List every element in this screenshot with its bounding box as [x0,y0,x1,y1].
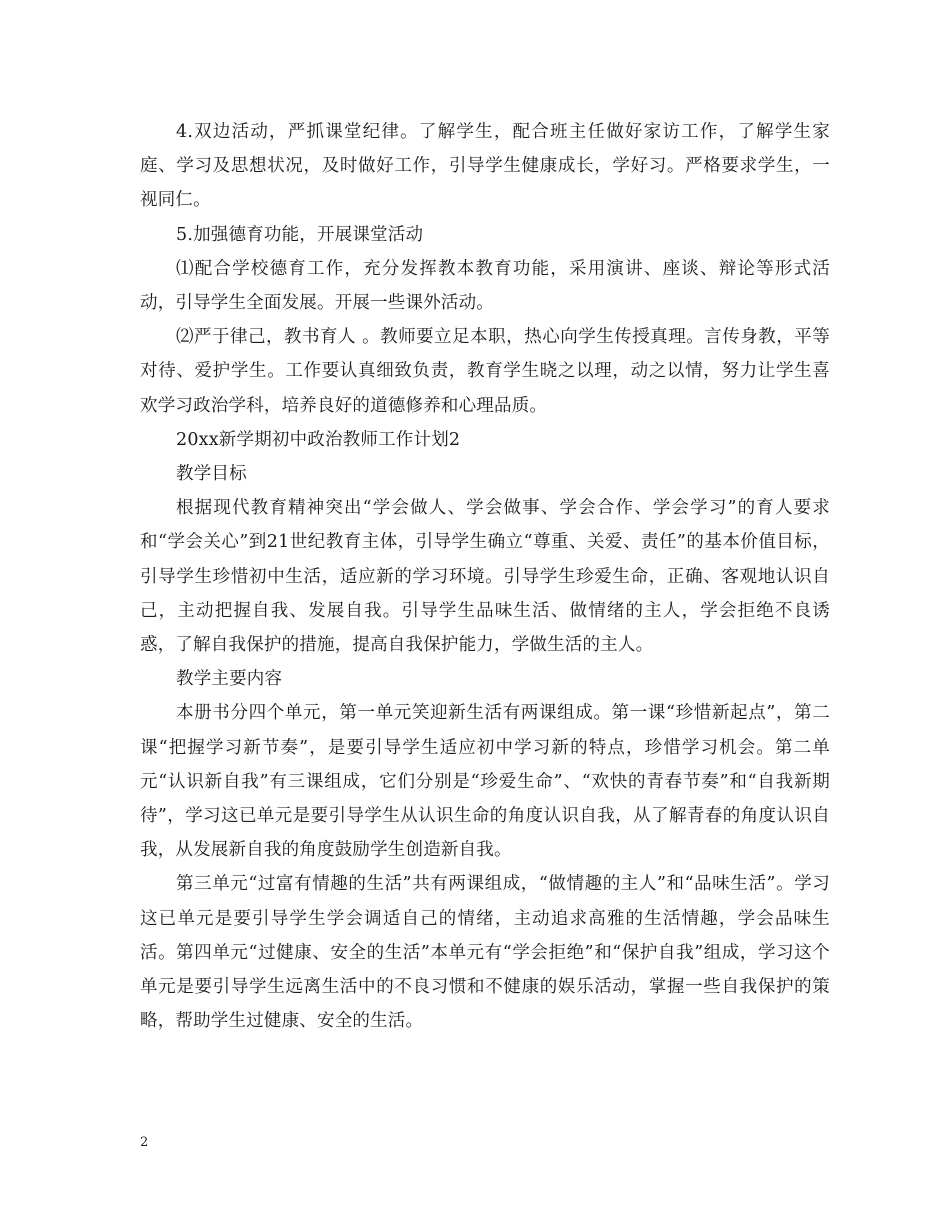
paragraph-moral-education-heading: 5.加强德育功能，开展课堂活动 [176,224,424,245]
paragraph-units-one-two: 本册书分四个单元，第一单元笑迎新生活有两课组成。第一课“珍惜新起点”，第二课“把握学习新节奏”，是要引导学生适应初中学习新的特点，珍惜学习机会。第二单元“认识新自我”有三课组成，它们分别是“珍爱生命”、“欢快的青春节奏”和“自我新期待”，学习这已单元是要引导学生从认识生命的角度认识自我，从了解青春的角度认识自我，从发展新自我的角度鼓励学生创造新自我。 [140,703,830,861]
paragraph-teaching-goals: 根据现代教育精神突出“学会做人、学会做事、学会合作、学会学习”的育人要求和“学会关心”到21世纪教育主体，引导学生确立“尊重、关爱、责任”的基本价值目标，引导学生珍惜初中生活，适应新的学习环境。引导学生珍爱生命，正确、客观地认识自己，主动把握自我、发展自我。引导学生品味生活、做情绪的主人，学会拒绝不良诱惑，了解自我保护的措施，提高自我保护能力，学做生活的主人。 [140,498,830,656]
document-body [140,115,830,1038]
paragraph-moral-education-item-1: ⑴配合学校德育工作，充分发挥教本教育功能，采用演讲、座谈、辩论等形式活动，引导学生全面发展。开展一些课外活动。 [140,258,830,314]
paragraph-bilateral-activities: 4.双边活动，严抓课堂纪律。了解学生，配合班主任做好家访工作，了解学生家庭、学习及思想状况，及时做好工作，引导学生健康成长，学好习。严格要求学生，一视同仁。 [140,122,830,211]
section-title-work-plan-2: 20xx新学期初中政治教师工作计划2 [176,429,461,450]
paragraph-units-three-four: 第三单元“过富有情趣的生活”共有两课组成，“做情趣的主人”和“品味生活”。学习这已单元是要引导学生学会调适自己的情绪，主动追求高雅的生活情趣，学会品味生活。第四单元“过健康、安全的生活”本单元有“学会拒绝”和“保护自我”组成，学习这个单元是要引导学生远离生活中的不良习惯和不健康的娱乐活动，掌握一些自我保护的策略，帮助学生过健康、安全的生活。 [140,874,830,1032]
page-number: 2 [140,1135,149,1150]
paragraph-moral-education-item-2: ⑵严于律己，教书育人 。教师要立足本职，热心向学生传授真理。言传身教，平等对待、爱护学生。工作要认真细致负责，教育学生晓之以理，动之以情，努力让学生喜欢学习政治学科，培养良好的道德修养和心理品质。 [140,327,830,416]
heading-main-content: 教学主要内容 [176,669,283,690]
heading-teaching-goals: 教学目标 [176,464,247,485]
